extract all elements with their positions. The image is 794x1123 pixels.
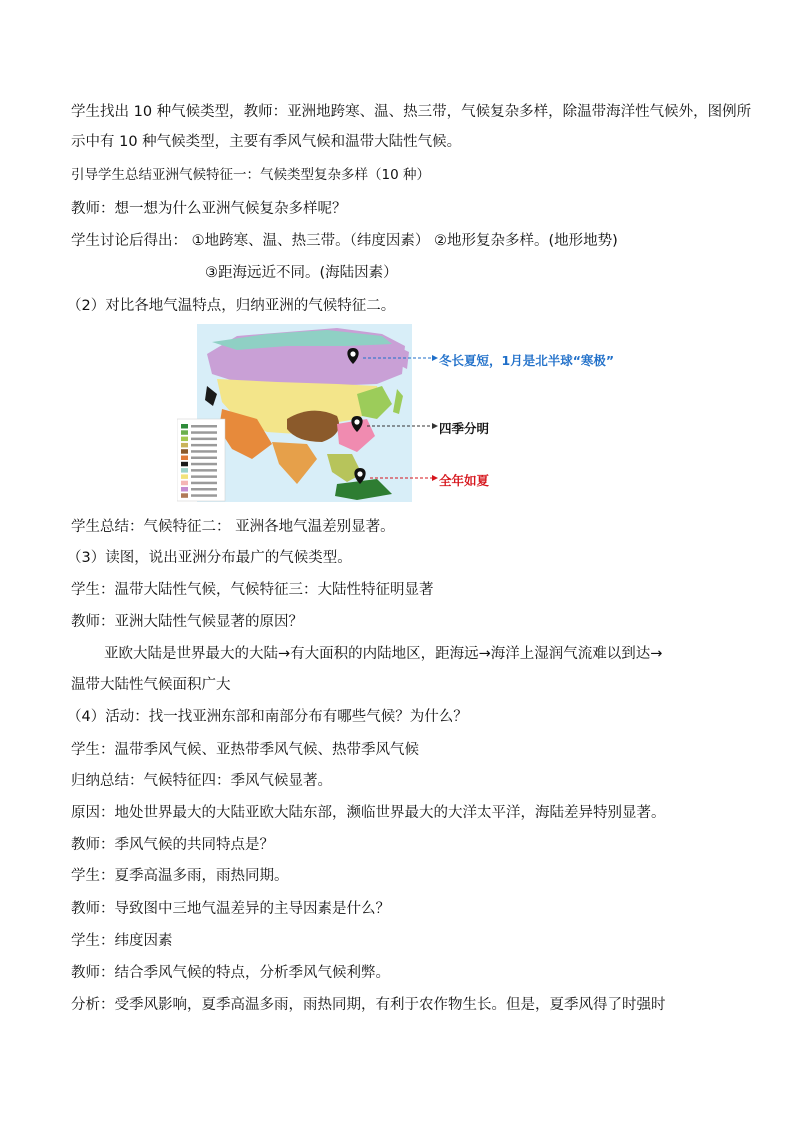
legend-swatch [181, 424, 188, 429]
text-line-4: 教师：想一想为什么亚洲气候复杂多样呢？ [71, 201, 347, 217]
legend-label-line [191, 488, 217, 491]
text-line-18: 教师：季风气候的共同特点是？ [71, 837, 274, 853]
text-line-5: 学生讨论后得出： ①地跨寒、温、热三带。（纬度因素） ②地形复杂多样。(地形地势) [71, 233, 618, 249]
text-line-10: 学生：温带大陆性气候，气候特征三：大陆性特征明显著 [71, 582, 434, 598]
text-line-3: 引导学生总结亚洲气候特征一：气候类型复杂多样（10 种） [71, 167, 430, 183]
legend-swatch [181, 456, 188, 461]
text-line-13: 温带大陆性气候面积广大 [71, 677, 231, 693]
legend-swatch [181, 462, 188, 467]
text-line-2: 示中有 10 种气候类型，主要有季风气候和温带大陆性气候。 [71, 134, 462, 150]
text-line-22: 教师：结合季风气候的特点，分析季风气候利弊。 [71, 965, 390, 981]
legend-label-line [191, 450, 217, 453]
text-line-7: （2）对比各地气温特点，归纳亚洲的气候特征二。 [67, 298, 396, 314]
text-line-16: 归纳总结：气候特征四：季风气候显著。 [71, 773, 332, 789]
text-line-8: 学生总结：气候特征二： 亚洲各地气温差别显著。 [71, 519, 395, 535]
asia-climate-map [177, 324, 617, 504]
text-line-20: 教师：导致图中三地气温差异的主导因素是什么？ [71, 901, 390, 917]
text-line-12: 亚欧大陆是世界最大的大陆→有大面积的内陆地区，距海远→海洋上湿润气流难以到达→ [104, 646, 663, 662]
legend-label-line [191, 438, 217, 441]
legend-swatch [181, 437, 188, 442]
legend-swatch [181, 449, 188, 454]
legend-label-line [191, 494, 217, 497]
legend-label-line [191, 469, 217, 472]
text-line-11: 教师：亚洲大陆性气候显著的原因？ [71, 614, 303, 630]
location-pin-dot [350, 351, 355, 356]
callout-summer-all-year: 全年如夏 [439, 473, 490, 488]
location-pin-dot [357, 471, 362, 476]
legend-label-line [191, 425, 217, 428]
legend-swatch [181, 493, 188, 498]
legend-swatch [181, 481, 188, 486]
legend-swatch [181, 487, 188, 492]
text-line-6: ③距海远近不同。(海陆因素） [205, 265, 398, 281]
legend-swatch [181, 468, 188, 473]
legend-label-line [191, 444, 217, 447]
leader-arrow-2 [432, 423, 438, 429]
legend-label-line [191, 475, 217, 478]
legend-label-line [191, 431, 217, 434]
text-line-9: （3）读图，说出亚洲分布最广的气候类型。 [67, 550, 352, 566]
text-line-14: （4）活动：找一找亚洲东部和南部分布有哪些气候？为什么？ [67, 709, 468, 725]
text-line-15: 学生：温带季风气候、亚热带季风气候、热带季风气候 [71, 742, 419, 758]
legend-label-line [191, 463, 217, 466]
text-line-1: 学生找出 10 种气候类型，教师：亚洲地跨寒、温、热三带，气候复杂多样，除温带海洋性气候外，图例所 [71, 104, 752, 120]
text-line-23: 分析：受季风影响，夏季高温多雨，雨热同期，有利于农作物生长。但是，夏季风得了时强时 [71, 997, 666, 1013]
leader-arrow-1 [432, 355, 438, 361]
text-line-19: 学生：夏季高温多雨，雨热同期。 [71, 868, 289, 884]
text-line-21: 学生：纬度因素 [71, 933, 173, 949]
text-line-17: 原因：地处世界最大的大陆亚欧大陆东部，濒临世界最大的大洋太平洋，海陆差异特别显著。 [71, 805, 666, 821]
leader-arrow-3 [432, 475, 438, 481]
location-pin-dot [354, 419, 359, 424]
legend-label-line [191, 457, 217, 460]
callout-cold-pole: 冬长夏短，1月是北半球“寒极” [439, 353, 615, 368]
legend-swatch [181, 430, 188, 435]
legend-swatch [181, 474, 188, 479]
legend-swatch [181, 443, 188, 448]
callout-four-seasons: 四季分明 [439, 421, 490, 436]
legend-label-line [191, 482, 217, 485]
